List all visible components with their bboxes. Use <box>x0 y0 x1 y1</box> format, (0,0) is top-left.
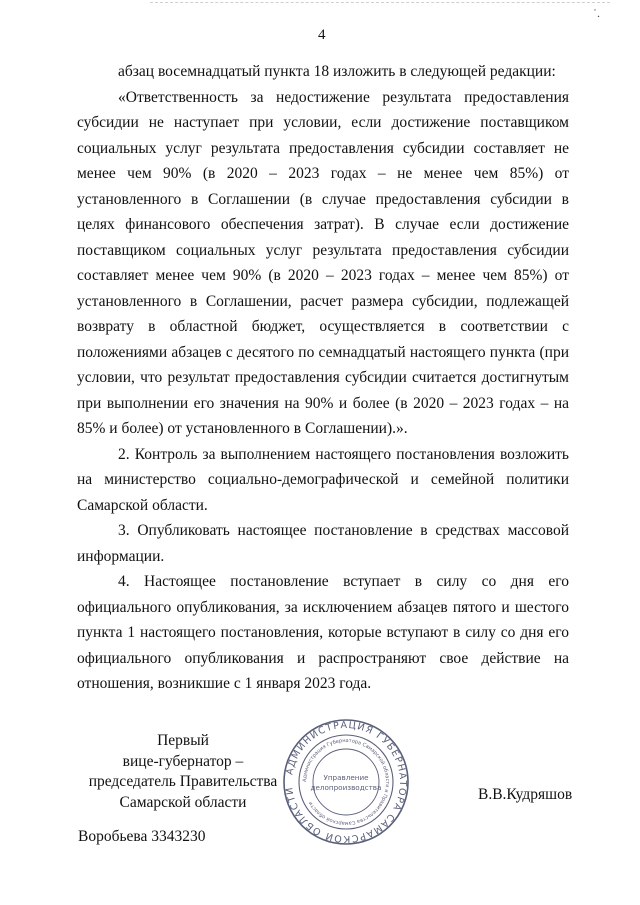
paragraph-intro: абзац восемнадцатый пункта 18 изложить в следующей редакции: <box>118 63 556 80</box>
svg-text:Администрация Губернатора Сама: Администрация Губернатора Самарской области и Правительства Самарской области <box>301 737 391 827</box>
paragraph-item-4: 4. Настоящее постановление вступает в силу со дня его официального опубликования, за исключением абзацев пятого и шестого пункта 1 настоящего постановления, которые вступают в силу со дня его официального опубликования и распространяют свое действие на отношения, возникшие с 1 января 2023 года. <box>77 573 569 692</box>
svg-text:Управление: Управление <box>323 773 369 782</box>
top-edge-line <box>150 2 610 4</box>
corner-mark: ˙. <box>593 6 600 20</box>
position-line: вице-губернатор – <box>122 752 244 770</box>
signatory-name: В.В.Кудряшов <box>478 786 573 803</box>
executor-contact: Воробьева 3343230 <box>78 828 206 845</box>
paragraph-item-2: 2. Контроль за выполнением настоящего постановления возложить на министерство социально-демографической и семейной политики Самарской области. <box>77 445 569 514</box>
stamp-seal-icon <box>282 718 410 846</box>
official-stamp <box>282 718 410 846</box>
position-line: Самарской области <box>119 793 247 811</box>
svg-text:делопроизводства: делопроизводства <box>310 783 382 792</box>
signatory-position <box>78 731 288 813</box>
document-body <box>77 59 569 697</box>
svg-text:АДМИНИСТРАЦИЯ ГУБЕРНАТОРА САМА: АДМИНИСТРАЦИЯ ГУБЕРНАТОРА САМАРСКОЙ ОБЛАСТИ <box>284 719 409 845</box>
paragraph-item-3: 3. Опубликовать настоящее постановление в средствах массовой информации. <box>77 522 569 565</box>
position-line: Первый <box>157 732 209 749</box>
paragraph-quoted-amendment: «Ответственность за недостижение результата предоставления субсидии не наступает при условии, если достижение поставщиком социальных услуг результата предоставления субсидии составляет не менее чем 90% (в 2020 – 2023 годах – не менее чем 85%) от установленного в Соглашении (в случае предоставления субсидии в целях финансового обеспечения затрат). В случае если достижение поставщиком социальных услуг результата предоставления субсидии составляет менее чем 90% (в 2020 – 2023 годах – менее чем 85%) от установленного в Соглашении, расчет размера субсидии, подлежащей возврату в областной бюджет, осуществляется в соответствии с положениями абзацев с десятого по семнадцатый настоящего пункта (при условии, что результат предоставления субсидии считается достигнутым при выполнении его значения на 90% и более (в 2020 – 2023 годах – на 85% и более) от установленного в Соглашении).». <box>77 88 569 437</box>
position-line: председатель Правительства <box>88 773 278 790</box>
page-number: 4 <box>318 27 326 43</box>
